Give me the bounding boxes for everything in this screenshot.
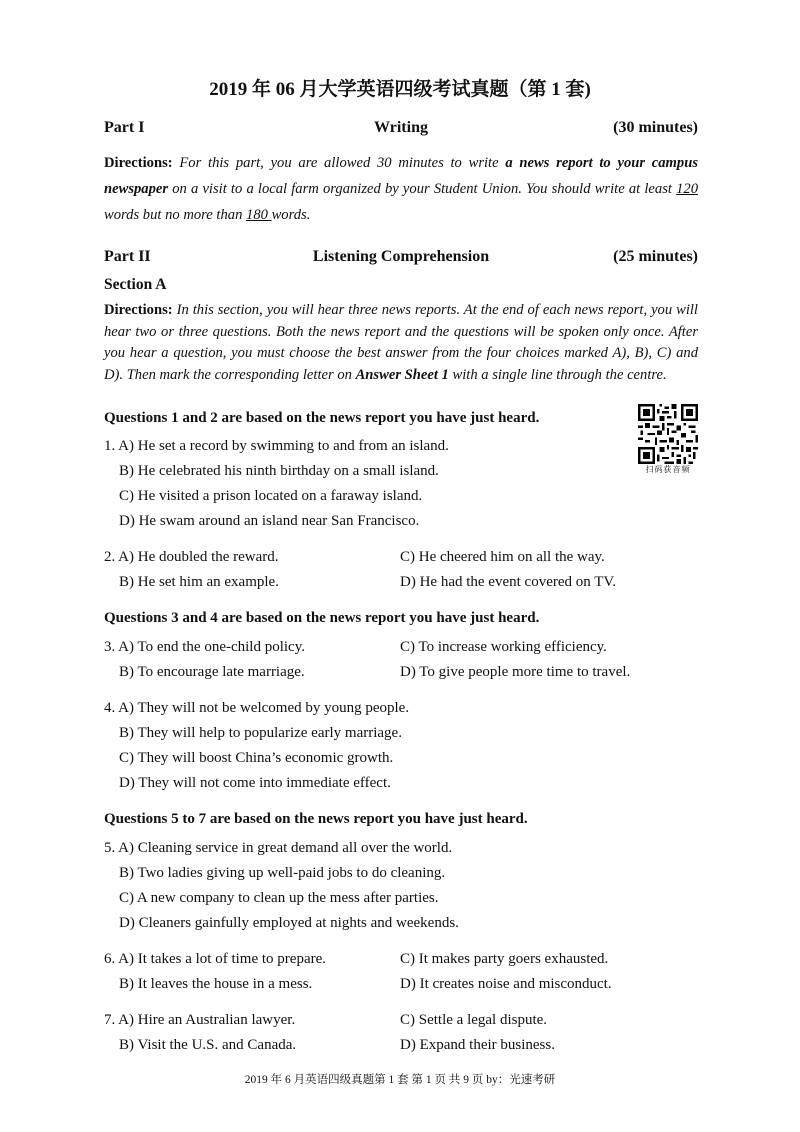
part2-directions-label: Directions: [104, 302, 173, 318]
part2-header [104, 248, 698, 270]
part2-name: Listening Comprehension [312, 248, 490, 265]
part1-directions-text3: words but no more than [104, 207, 247, 223]
q1-option-d[interactable]: D) He swam around an island near San Francisco. [119, 513, 420, 529]
q2-option-b[interactable]: B) He set him an example. [119, 574, 279, 590]
q7-option-b[interactable]: B) Visit the U.S. and Canada. [119, 1037, 297, 1053]
q3-option-d[interactable]: D) To give people more time to travel. [400, 664, 631, 680]
q5-option-c[interactable]: C) A new company to clean up the mess after parties. [119, 890, 439, 906]
max-words: 180 [246, 207, 272, 223]
q4-option-d[interactable]: D) They will not come into immediate effect. [119, 775, 391, 791]
q1-option-a[interactable]: 1. A) He set a record by swimming to and from an island. [104, 438, 449, 454]
part1-directions-task: a news report to your campus newspaper [104, 155, 699, 197]
page-footer: 2019 年 6 月英语四级真题第 1 套 第 1 页 共 9 页 by：光速考研 [244, 1074, 556, 1086]
q6-option-c[interactable]: C) It makes party goers exhausted. [400, 951, 609, 967]
q6-option-b[interactable]: B) It leaves the house in a mess. [119, 976, 313, 992]
q5-option-b[interactable]: B) Two ladies giving up well-paid jobs to do cleaning. [119, 865, 446, 881]
part2-directions-end: with a single line through the centre. [448, 366, 667, 383]
q1-option-c[interactable]: C) He visited a prison located on a faraway island. [119, 488, 423, 504]
q7-option-d[interactable]: D) Expand their business. [400, 1037, 555, 1053]
part1-directions [104, 150, 698, 228]
q4-option-a[interactable]: 4. A) They will not be welcomed by young people. [104, 700, 410, 716]
answer-sheet-ref: Answer Sheet 1 [355, 366, 449, 383]
q7-option-c[interactable]: C) Settle a legal dispute. [400, 1012, 548, 1028]
part2-directions-text: In this section, you will hear three news reports. At the end of each news report, you will hear two or three questions. Both the news report and the questions will be spoken only once. After you hear a question, you must choose the best answer from the four choices marked A), B), C) and D). Then mark the corresponding letter on [104, 302, 698, 383]
q6-option-d[interactable]: D) It creates noise and misconduct. [400, 976, 612, 992]
q5-option-a[interactable]: 5. A) Cleaning service in great demand all over the world. [104, 840, 453, 856]
part2-time: (25 minutes) [613, 248, 698, 265]
q2-option-a[interactable]: 2. A) He doubled the reward. [104, 549, 279, 565]
q3-option-c[interactable]: C) To increase working efficiency. [400, 639, 607, 655]
q4-option-b[interactable]: B) They will help to popularize early marriage. [119, 725, 402, 741]
q7-option-a[interactable]: 7. A) Hire an Australian lawyer. [104, 1012, 296, 1028]
question-group-header-1: Questions 1 and 2 are based on the news report you have just heard. [104, 410, 540, 426]
part1-directions-label: Directions: [104, 155, 173, 171]
part1-time: (30 minutes) [613, 119, 698, 136]
part1-label: Part I [104, 119, 145, 136]
part1-directions-text: For this part, you are allowed 30 minutes to write [172, 155, 506, 171]
q4-option-c[interactable]: C) They will boost China’s economic growth. [119, 750, 394, 766]
qr-caption: 扫码获音频 [645, 465, 691, 474]
q1-option-b[interactable]: B) He celebrated his ninth birthday on a small island. [119, 463, 439, 479]
min-words: 120 [676, 181, 698, 197]
part1-directions-end: words. [271, 207, 311, 223]
page-title: 2019 年 06 月大学英语四级考试真题（第 1 套) [209, 79, 591, 100]
question-group-header-3: Questions 5 to 7 are based on the news report you have just heard. [104, 811, 528, 827]
q3-option-a[interactable]: 3. A) To end the one-child policy. [104, 639, 305, 655]
question-group-header-2: Questions 3 and 4 are based on the news report you have just heard. [104, 610, 540, 626]
q3-option-b[interactable]: B) To encourage late marriage. [119, 664, 305, 680]
q2-option-c[interactable]: C) He cheered him on all the way. [400, 549, 605, 565]
q2-option-d[interactable]: D) He had the event covered on TV. [400, 574, 617, 590]
part1-directions-text2: on a visit to a local farm organized by your Student Union. You should write at least [168, 181, 677, 197]
section-a-heading: Section A [104, 276, 167, 293]
part1-name: Writing [374, 119, 428, 136]
part2-label: Part II [104, 248, 151, 265]
q5-option-d[interactable]: D) Cleaners gainfully employed at nights and weekends. [119, 915, 459, 931]
part2-directions [104, 300, 698, 386]
part1-header [104, 119, 698, 141]
qr-code-icon[interactable] [638, 404, 698, 464]
q6-option-a[interactable]: 6. A) It takes a lot of time to prepare. [104, 951, 327, 967]
